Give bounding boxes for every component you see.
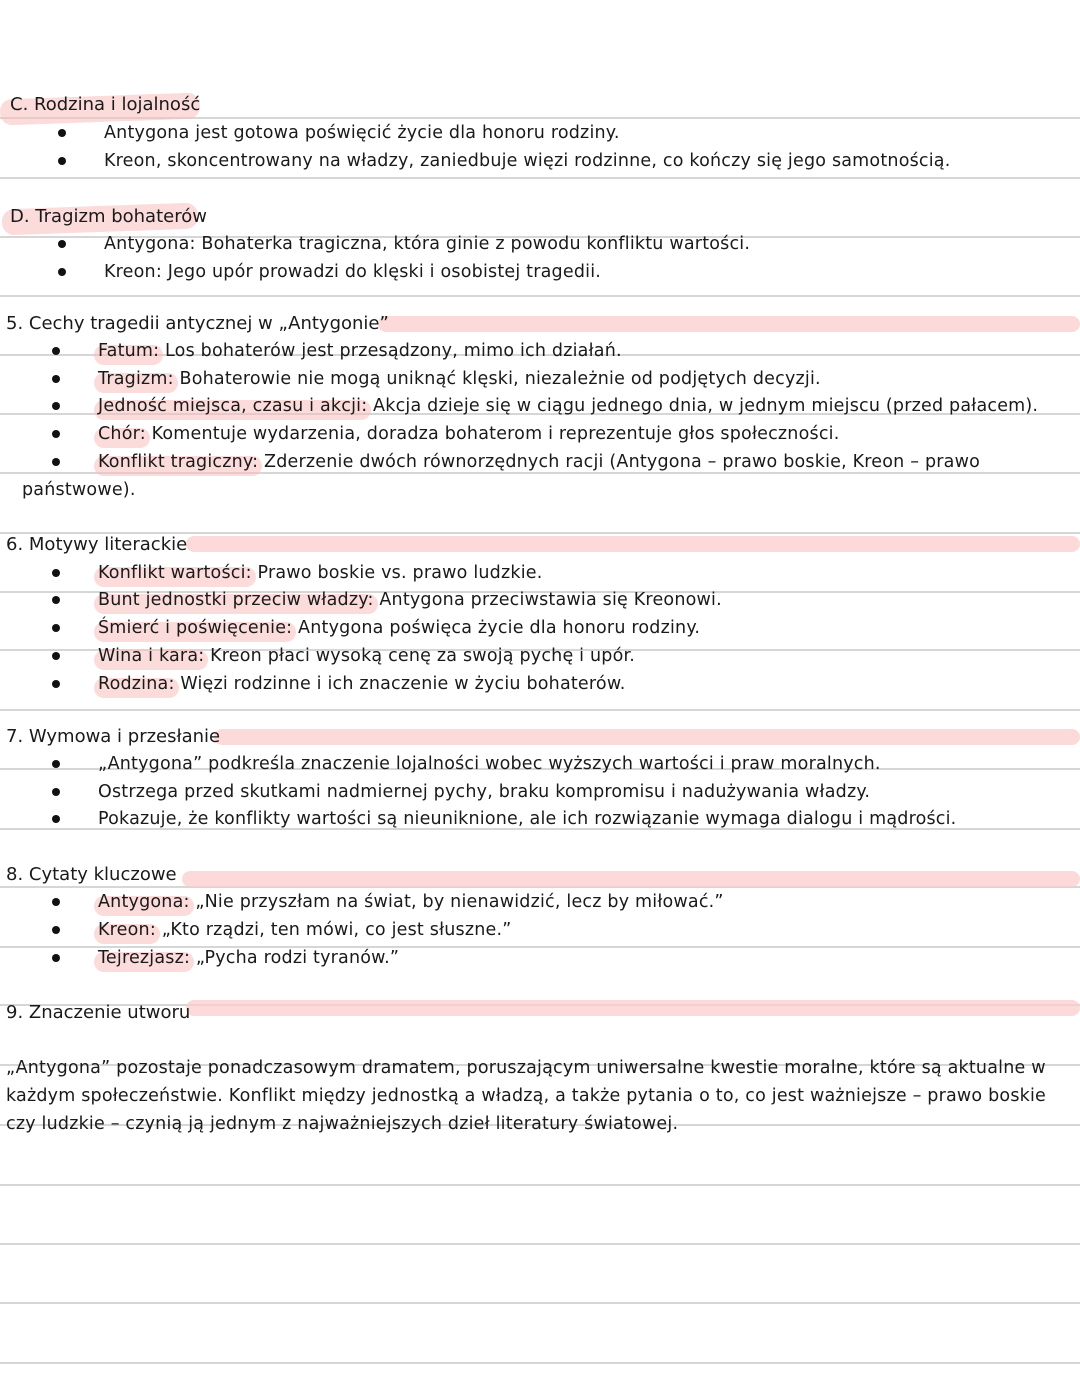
- bullet-icon: [52, 815, 60, 823]
- term-highlight: Konflikt tragiczny:: [98, 452, 259, 472]
- quote-item: Antygona: „Nie przyszłam na świat, by nienawidzić, lecz by miłować.”: [98, 892, 724, 912]
- list-item: Kreon: Jego upór prowadzi do klęski i osobistej tragedii.: [104, 262, 602, 282]
- paragraph-line: „Antygona” pozostaje ponadczasowym dramatem, poruszającym uniwersalne kwestie moralne, które są aktualne w: [6, 1058, 1046, 1078]
- list-item: Wina i kara: Kreon płaci wysoką cenę za swoją pychę i upór.: [98, 646, 636, 666]
- list-item: Antygona jest gotowa poświęcić życie dla honoru rodziny.: [104, 123, 620, 143]
- term-highlight: Konflikt wartości:: [98, 563, 252, 583]
- term-highlight: Rodzina:: [98, 674, 175, 694]
- paragraph-line: czy ludzkie – czynią ją jednym z najważniejszych dzieł literatury światowej.: [6, 1114, 679, 1134]
- bullet-icon: [52, 458, 60, 466]
- bullet-icon: [58, 268, 66, 276]
- list-item: Chór: Komentuje wydarzenia, doradza bohaterom i reprezentuje głos społeczności.: [98, 424, 840, 444]
- section-8-title: 8. Cytaty kluczowe: [6, 864, 177, 885]
- list-item: Tragizm: Bohaterowie nie mogą uniknąć klęski, niezależnie od podjętych decyzji.: [98, 369, 821, 389]
- list-item: Bunt jednostki przeciw władzy: Antygona przeciwstawia się Kreonowi.: [98, 590, 722, 610]
- section-9-title: 9. Znaczenie utworu: [6, 1002, 191, 1023]
- bullet-icon: [52, 788, 60, 796]
- bullet-icon: [58, 240, 66, 248]
- section-5-title: 5. Cechy tragedii antycznej w „Antygonie”: [6, 313, 389, 334]
- term-highlight: Chór:: [98, 424, 146, 444]
- term-highlight: Tejrezjasz:: [98, 948, 191, 968]
- bullet-icon: [52, 926, 60, 934]
- term-highlight: Fatum:: [98, 341, 160, 361]
- term-highlight: Bunt jednostki przeciw władzy:: [98, 590, 374, 610]
- list-item: Śmierć i poświęcenie: Antygona poświęca życie dla honoru rodziny.: [98, 618, 701, 638]
- bullet-icon: [52, 569, 60, 577]
- bullet-icon: [58, 129, 66, 137]
- list-item: Ostrzega przed skutkami nadmiernej pychy, braku kompromisu i nadużywania władzy.: [98, 782, 871, 802]
- list-item: Fatum: Los bohaterów jest przesądzony, mimo ich działań.: [98, 341, 622, 361]
- bullet-icon: [52, 954, 60, 962]
- term-highlight: Antygona:: [98, 892, 190, 912]
- term-highlight: Jedność miejsca, czasu i akcji:: [98, 396, 368, 416]
- bullet-icon: [52, 375, 60, 383]
- quote-item: Tejrezjasz: „Pycha rodzi tyranów.”: [98, 948, 400, 968]
- bullet-icon: [52, 680, 60, 688]
- section-d-title: D. Tragizm bohaterów: [10, 206, 207, 227]
- section-c-title: C. Rodzina i lojalność: [10, 94, 201, 115]
- bullet-icon: [58, 157, 66, 165]
- section-7-title: 7. Wymowa i przesłanie: [6, 726, 221, 747]
- list-item: Rodzina: Więzi rodzinne i ich znaczenie w życiu bohaterów.: [98, 674, 626, 694]
- term-highlight: Wina i kara:: [98, 646, 205, 666]
- list-item: Antygona: Bohaterka tragiczna, która ginie z powodu konfliktu wartości.: [104, 234, 751, 254]
- bullet-icon: [52, 402, 60, 410]
- list-item: „Antygona” podkreśla znaczenie lojalności wobec wyższych wartości i praw moralnych.: [98, 754, 881, 774]
- bullet-icon: [52, 596, 60, 604]
- list-item: Konflikt tragiczny: Zderzenie dwóch równorzędnych racji (Antygona – prawo boskie, Kreon – prawo: [98, 452, 980, 472]
- term-highlight: Śmierć i poświęcenie:: [98, 618, 293, 638]
- bullet-icon: [52, 760, 60, 768]
- paragraph-line: każdym społeczeństwie. Konflikt między jednostką a władzą, a także pytania o to, co jest ważniejsze – prawo boskie: [6, 1086, 1046, 1106]
- bullet-icon: [52, 898, 60, 906]
- term-highlight: Kreon:: [98, 920, 156, 940]
- list-item: Konflikt wartości: Prawo boskie vs. prawo ludzkie.: [98, 563, 543, 583]
- quote-item: Kreon: „Kto rządzi, ten mówi, co jest słuszne.”: [98, 920, 512, 940]
- list-item: Pokazuje, że konflikty wartości są nieuniknione, ale ich rozwiązanie wymaga dialogu i mądrości.: [98, 809, 957, 829]
- list-item: Kreon, skoncentrowany na władzy, zaniedbuje więzi rodzinne, co kończy się jego samotnością.: [104, 151, 951, 171]
- section-6-title: 6. Motywy literackie: [6, 534, 188, 555]
- bullet-icon: [52, 430, 60, 438]
- bullet-icon: [52, 652, 60, 660]
- bullet-icon: [52, 347, 60, 355]
- term-highlight: Tragizm:: [98, 369, 174, 389]
- list-item-continuation: państwowe).: [22, 480, 136, 500]
- list-item: Jedność miejsca, czasu i akcji: Akcja dzieje się w ciągu jednego dnia, w jednym miejscu (przed pałacem).: [98, 396, 1039, 416]
- bullet-icon: [52, 624, 60, 632]
